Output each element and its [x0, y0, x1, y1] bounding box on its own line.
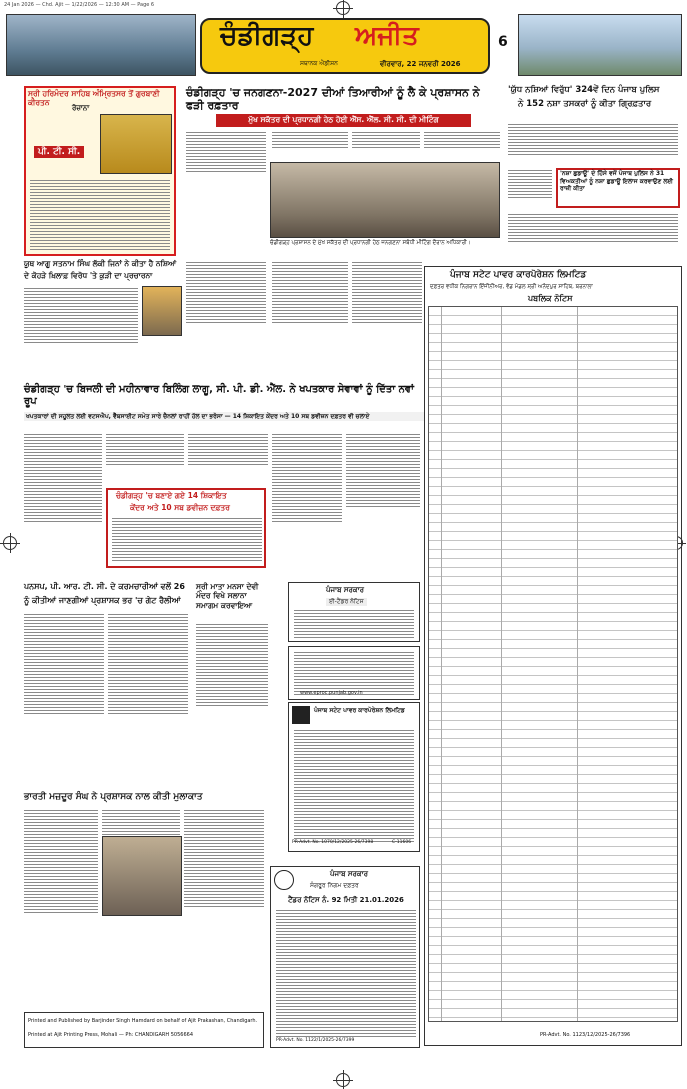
- lead-caption: ਚੰਡੀਗੜ੍ਹ ਪ੍ਰਸ਼ਾਸਨ ਦੇ ਮੁੱਖ ਸਕੱਤਰ ਦੀ ਪ੍ਰਧਾਨਗੀ ਹੇਠ ਜਨਗਣਨਾ ਸਬੰਧੀ ਮੀਟਿੰਗ ਦੌਰਾਨ ਅਧਿਕਾਰੀ।: [270, 240, 471, 246]
- complaint-box-text: [112, 518, 262, 563]
- pspcl-ad-2-org: ਪੰਜਾਬ ਸਟੇਟ ਪਾਵਰ ਕਾਰਪੋਰੇਸ਼ਨ ਲਿਮਟਿਡ: [314, 707, 405, 714]
- electricity-text-4: [272, 434, 342, 524]
- pspcl-notice-sub: ਦਫ਼ਤਰ ਵਧੀਕ ਨਿਗਰਾਨ ਇੰਜੀਨੀਅਰ, ਵੰਡ ਮੰਡਲ ਸ਼੍ਰੀ ਅਨੰਦਪੁਰ ਸਾਹਿਬ, ਬਰਨਾਲਾ: [430, 284, 593, 290]
- masthead-photo-right: [518, 14, 682, 76]
- bhartiya-photo: [102, 836, 182, 916]
- masthead-date: ਵੀਰਵਾਰ, 22 ਜਨਵਰੀ 2026: [380, 60, 461, 68]
- bottom-ad-tender: ਟੈਂਡਰ ਨੋਟਿਸ ਨੰ. 92 ਮਿਤੀ 21.01.2026: [288, 896, 404, 904]
- right-news-text-1: [508, 124, 678, 157]
- pspcl-ad-2-code: C-11606: [392, 840, 412, 845]
- imprint-line-1: Printed and Published by Barjinder Singh Hamdard on behalf of Ajit Prakashan, Chandigarh.: [28, 1018, 258, 1024]
- left-story-headline-2: ਦੇ ਕੋਹੜੇ ਖ਼ਿਲਾਫ਼ ਵਿਰੋਧ 'ਤੇ ਕੁੜੀ ਦਾ ਪ੍ਰਚਾਰਨਾ: [24, 271, 153, 280]
- electricity-headline: ਚੰਡੀਗੜ੍ਹ 'ਚ ਬਿਜਲੀ ਦੀ ਮਹੀਨਾਵਾਰ ਬਿਲਿੰਗ ਲਾਗੂ, ਸੀ. ਪੀ. ਡੀ. ਐੱਲ. ਨੇ ਖਪਤਕਾਰ ਸੇਵਾਵਾਂ ਨੂੰ ਦਿੱਤਾ ਨਵਾਂ ਰੂਪ: [24, 384, 415, 407]
- pspcl-ad-2-logo: [292, 706, 310, 724]
- lead-text-col4: [424, 132, 500, 150]
- prtc-text-2: [108, 614, 188, 716]
- etender-ad-text: [294, 610, 414, 640]
- bhartiya-text-1: [24, 810, 98, 915]
- masthead-photo-left: [6, 14, 196, 76]
- lead-text-col3: [352, 132, 420, 150]
- right-news-headline-2: ਨੇ 152 ਨਸ਼ਾ ਤਸਕਰਾਂ ਨੂੰ ਕੀਤਾ ਗ੍ਰਿਫ਼ਤਾਰ: [518, 99, 652, 109]
- left-story-headline: ਯੂਥ ਆਗੂ ਸਤਨਾਮ ਸਿੰਘ ਲੱਕੀ ਜਿਨਾਂ ਨੇ ਕੀਤਾ ਹੈ ਨਸ਼ਿਆਂ: [24, 259, 177, 268]
- lead-photo-meeting: [270, 162, 500, 238]
- lead-text-bottom-3: [352, 262, 422, 325]
- complaint-box-title: ਚੰਡੀਗੜ੍ਹ 'ਚ ਬਣਾਏ ਗਏ 14 ਸ਼ਿਕਾਇਤ: [116, 491, 227, 500]
- left-story-portrait: [142, 286, 182, 336]
- golden-temple-ad-subtitle: ਰੋਜ਼ਾਨਾ: [72, 104, 90, 112]
- golden-temple-ad-title: ਸ੍ਰੀ ਹਰਿਮੰਦਰ ਸਾਹਿਬ ਅੰਮ੍ਰਿਤਸਰ ਤੋਂ ਗੁਰਬਾਣੀ ਕੀਰਤਨ: [28, 89, 160, 107]
- pspcl-notice-title: ਪਬਲਿਕ ਨੋਟਿਸ: [528, 294, 573, 303]
- bottom-ad-ref: PR-Advt. No. 1122/1/2025-26/7399: [276, 1038, 355, 1043]
- prtc-headline: ਪਨਸਪ, ਪੀ. ਆਰ. ਟੀ. ਸੀ. ਦੇ ਕਰਮਚਾਰੀਆਂ ਵਲੋਂ 26: [24, 582, 185, 591]
- registration-mark-icon: [336, 1073, 350, 1087]
- etender-ad-head: ਪੰਜਾਬ ਸਰਕਾਰ: [326, 586, 365, 594]
- bottom-ad-text: [276, 910, 416, 1039]
- pspcl-notice-org: ਪੰਜਾਬ ਸਟੇਟ ਪਾਵਰ ਕਾਰਪੋਰੇਸ਼ਨ ਲਿਮਟਿਡ: [450, 270, 587, 280]
- bottom-ad-sub: ਸੰਗਰੂਰ ਨਿਗਮ ਦਫ਼ਤਰ: [310, 882, 359, 889]
- bottom-ad-head: ਪੰਜਾਬ ਸਰਕਾਰ: [330, 870, 369, 878]
- imprint-line-2: Printed at Ajit Printing Press, Mohali — Ph: CHANDIGARH 5056664: [28, 1032, 194, 1038]
- right-news-text-2: [508, 170, 552, 200]
- right-news-text-3: [508, 214, 678, 244]
- pspcl-ad-2-ref: PR-Advt. No. 1070/12/2025-26/7398: [292, 840, 374, 845]
- lead-text-bottom-1: [186, 262, 266, 325]
- pspcl-ad-2-text: [294, 730, 414, 844]
- sri-mata-headline: ਸ੍ਰੀ ਮਾਤਾ ਮਨਸਾ ਦੇਵੀ ਮੰਦਰ ਵਿਖੇ ਸਲਾਨਾ ਸਮਾਗਮ ਕਰਵਾਇਆ: [196, 582, 259, 610]
- golden-temple-photo: [100, 114, 172, 174]
- left-story-text: [24, 288, 138, 345]
- masthead-title-right: ਅਜੀਤ: [355, 21, 419, 51]
- bhartiya-headline: ਭਾਰਤੀ ਮਜ਼ਦੂਰ ਸੰਘ ਨੇ ਪ੍ਰਸ਼ਾਸਕ ਨਾਲ ਕੀਤੀ ਮੁਲਾਕਾਤ: [24, 792, 203, 802]
- sri-mata-text: [196, 624, 268, 708]
- masthead-title-left: ਚੰਡੀਗੜ੍ਹ: [220, 21, 314, 51]
- complaint-box-title-2: ਕੇਂਦਰ ਅਤੇ 10 ਸਬ ਡਵੀਜ਼ਨ ਦਫ਼ਤਰ: [130, 503, 230, 512]
- golden-temple-ad-text: [30, 180, 170, 252]
- lead-headline: ਚੰਡੀਗੜ੍ਹ 'ਚ ਜਨਗਣਨਾ-2027 ਦੀਆਂ ਤਿਆਰੀਆਂ ਨੂੰ ਲੈ ਕੇ ਪ੍ਰਸ਼ਾਸਨ ਨੇ ਫੜੀ ਰਫ਼ਤਾਰ: [186, 86, 480, 113]
- prtc-headline-2: ਨੂੰ ਕੀਤੀਆਂ ਜਾਣਗੀਆਂ ਪ੍ਰਸ਼ਾਸਕ ਭਰ 'ਚ ਗੇਟ ਰੈਲੀਆਂ: [24, 596, 181, 605]
- pspcl-notice-table: [428, 306, 678, 1022]
- electricity-text-5: [346, 434, 420, 509]
- electricity-text-2: [106, 434, 184, 467]
- bhartiya-text-2: [102, 810, 180, 837]
- footer-ref: PR-Advt. No. 1123/12/2025-26/7396: [540, 1032, 631, 1038]
- etender-ad-label: ਈ-ਟੈਂਡਰ ਨੋਟਿਸ: [326, 598, 367, 606]
- registration-mark-icon: [336, 1, 350, 15]
- lead-subhead: ਮੁੱਖ ਸਕੱਤਰ ਦੀ ਪ੍ਰਧਾਨਗੀ ਹੇਠ ਹੋਈ ਐੱਸ. ਐੱਲ. ਸੀ. ਸੀ. ਦੀ ਮੀਟਿੰਗ: [216, 114, 471, 127]
- prtc-text-1: [24, 614, 104, 716]
- lead-text-col2: [272, 132, 348, 150]
- etender-ad-web: www.eproc.punjab.gov.in: [300, 690, 363, 696]
- print-slug: 24 Jan 2026 — Chd. Ajit — 1/22/2026 — 12:30 AM — Page 6: [4, 2, 155, 8]
- ptc-badge: ਪੀ. ਟੀ. ਸੀ.: [34, 146, 84, 158]
- right-news-headline: 'ਯੁੱਧ ਨਸ਼ਿਆਂ ਵਿਰੁੱਧ' 324ਵੇਂ ਦਿਨ ਪੰਜਾਬ ਪੁਲਿਸ: [508, 85, 660, 95]
- right-news-quote: 'ਨਸ਼ਾ ਛੁਡਾਊ' ਦੇ ਹਿੱਸੇ ਵਜੋਂ ਪੰਜਾਬ ਪੁਲਿਸ ਨੇ 31 ਵਿਅਕਤੀਆਂ ਨੂੰ ਨਸ਼ਾ ਛੁਡਾਊ ਇਲਾਜ ਕਰਵਾਉਣ ਲਈ ਰਾਜ਼ੀ ਕੀਤਾ: [560, 170, 673, 192]
- masthead-tagline: ਸਥਾਨਕ ਐਡੀਸ਼ਨ: [300, 60, 338, 67]
- lead-text-bottom-2: [272, 262, 348, 325]
- bottom-ad-logo: [274, 870, 294, 890]
- bhartiya-text-3: [184, 810, 264, 909]
- registration-mark-icon: [3, 536, 17, 550]
- electricity-text-1: [24, 434, 102, 524]
- electricity-subhead: ਖਪਤਕਾਰਾਂ ਦੀ ਸਹੂਲਤ ਲਈ ਵਟਸਐਪ, ਵੈੱਬਸਾਈਟ ਸਮੇਤ ਸਾਰੇ ਚੈਨਲਾਂ ਰਾਹੀਂ ਹੱਲ ਦਾ ਭਰੋਸਾ — 14 ਸ਼ਿਕਾਇਤ ਕੇਂਦਰ ਅਤੇ 10 ਸਬ ਡਵੀਜ਼ਨ ਦਫ਼ਤਰ ਵੀ ਚਲਾਏ: [24, 412, 424, 421]
- page-number: 6: [498, 34, 508, 50]
- electricity-text-3: [188, 434, 268, 467]
- lead-text-col1: [186, 132, 266, 174]
